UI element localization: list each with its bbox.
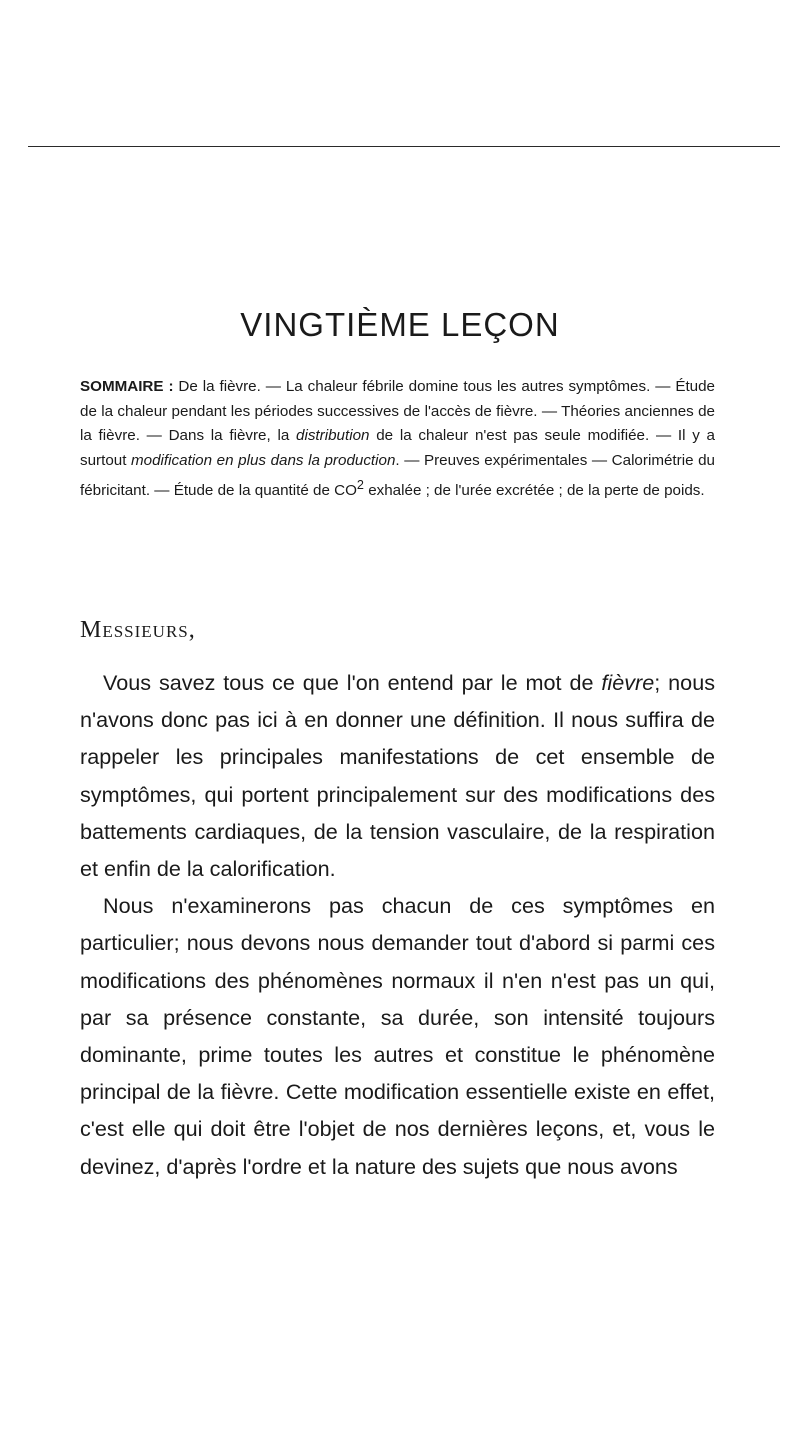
paragraph [80,664,715,887]
summary-italic: modification en plus dans la production [131,451,396,469]
summary-text: De la fièvre. — La chaleur fébrile domine tous les autres symptômes. — Étude de la chaleur pendant les périodes successives de l'accès de fièvre. — Théories anciennes de la fièvre. — Dans la fièvre, la [80,378,716,444]
summary [80,375,715,504]
salutation: Messieurs, [80,617,196,643]
chapter-title: VINGTIÈME LEÇON [240,306,560,343]
paragraph-emphasis: fièvre [601,670,655,695]
summary-label: SOMMAIRE : [80,378,174,395]
summary-text: . — Preuves expérimentales — Calorimétrie du fébricitant. — Étude de la quantité de CO [80,451,715,500]
paragraph: Nous n'examinerons pas chacun de ces symptômes en particulier; nous devons nous demander tout d'abord si parmi ces modifications des phénomènes normaux il n'en n'est pas un qui, par sa présence constante, sa durée, son intensité toujours dominante, prime toutes les autres et constitue le phénomène principal de la fièvre. Cette modification essentielle existe en effet, c'est elle qui doit être l'objet de nos dernières leçons, et, vous le devinez, d'après l'ordre et la nature des sujets que nous avons [80,893,715,1179]
summary-text: de la chaleur n'est pas seule modifiée. — Il y a surtout [80,427,715,469]
body-text [80,664,715,1185]
summary-superscript: 2 [356,478,364,492]
paragraph-text: Vous savez tous ce que l'on entend par le mot de [103,670,602,695]
top-rule [28,146,780,147]
summary-text: exhalée ; de l'urée excrétée ; de la perte de poids. [363,482,705,500]
paragraph-text: ; nous n'avons donc pas ici à en donner une définition. Il nous suffira de rappeler les principales manifestations de cet ensemble de symptômes, qui portent principalement sur des modifications des battements cardiaques, de la tension vasculaire, de la respiration et enfin de la calorification. [80,670,715,882]
summary-italic: distribution [296,427,370,444]
